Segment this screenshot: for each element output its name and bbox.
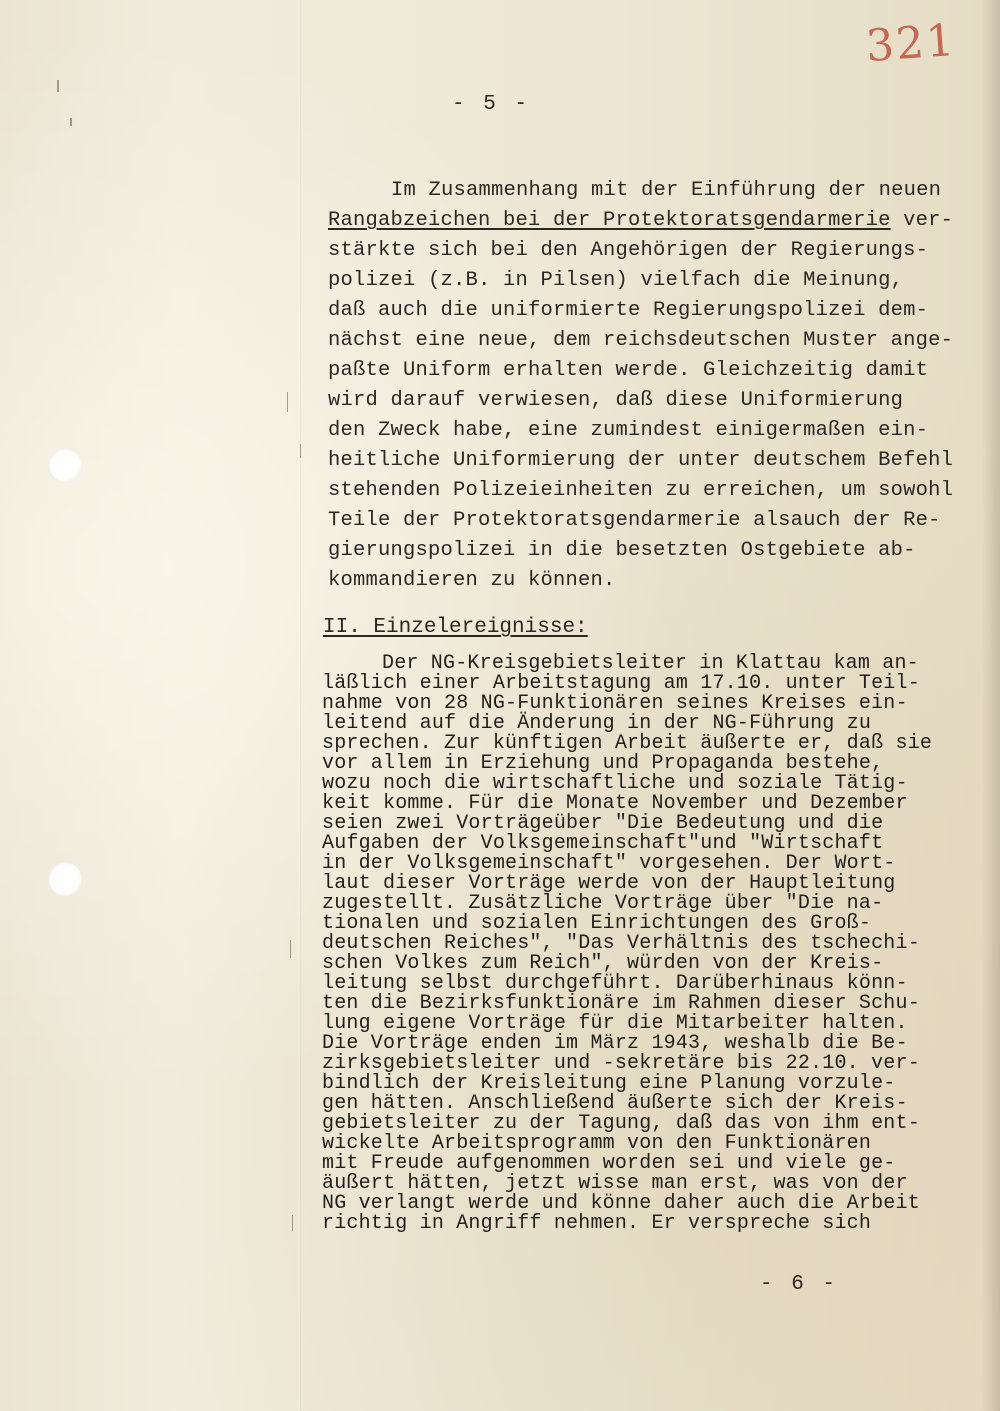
text-line: kommandieren zu können.	[328, 569, 616, 592]
text-line: gen hätten. Anschließend äußerte sich der Kreis-	[322, 1092, 908, 1115]
text-line: stärkte sich bei den Angehörigen der Regierungs-	[328, 239, 929, 262]
text-line: Aufgaben der Volksgemeinschaft"und "Wirtschaft	[322, 832, 884, 855]
text-line: nächst eine neue, dem reichsdeutschen Muster ange-	[328, 329, 954, 352]
text-line: lung eigene Vorträge für die Mitarbeiter halten.	[322, 1012, 908, 1035]
text-line: wozu noch die wirtschaftliche und soziale Tätig-	[322, 772, 908, 795]
text-line: nahme von 28 NG-Funktionären seines Kreises ein-	[322, 692, 908, 715]
margin-mark	[287, 392, 288, 412]
page-number-bottom: - 6 -	[760, 1273, 839, 1296]
text-line: daß auch die uniformierte Regierungspolizei dem-	[328, 299, 929, 322]
text-line: leitend auf die Änderung in der NG-Führung zu	[322, 712, 872, 735]
text-line: äußert hätten, jetzt wisse man erst, was von der	[322, 1172, 908, 1195]
underlined-phrase: Rangabzeichen bei der Protektoratsgendarmerie	[328, 209, 891, 232]
text-line: stehenden Polizeieinheiten zu erreichen, um sowohl	[328, 479, 954, 502]
text-line: schen Volkes zum Reich", würden von der Kreis-	[322, 952, 884, 975]
text-line: gebietsleiter zu der Tagung, daß das von ihm ent-	[322, 1112, 920, 1135]
text-line: mit Freude aufgenommen worden sei und viele ge-	[322, 1152, 896, 1175]
text-line: NG verlangt werde und könne daher auch die Arbeit	[322, 1192, 920, 1215]
margin-mark	[300, 444, 301, 458]
text-line: Die Vorträge enden im März 1943, weshalb die Be-	[322, 1032, 908, 1055]
punch-hole-lower	[48, 862, 82, 896]
text-line: zirksgebietsleiter und -sekretäre bis 22.10. ver-	[322, 1052, 920, 1075]
text-line: tionalen und sozialen Einrichtungen des Groß-	[322, 912, 872, 935]
text-line: zugestellt. Zusätzliche Vorträge über "Die na-	[322, 892, 884, 915]
page-number-top: - 5 -	[452, 93, 531, 116]
text-line: den Zweck habe, eine zumindest einigermaßen ein-	[328, 419, 929, 442]
text-line: Der NG-Kreisgebietsleiter in Klattau kam an-	[382, 652, 919, 675]
punch-hole-upper	[48, 448, 82, 482]
margin-mark	[292, 1215, 293, 1231]
text-line: wickelte Arbeitsprogramm von den Funktionären	[322, 1132, 872, 1155]
text-line: laut dieser Vorträge werde von der Hauptleitung	[322, 872, 896, 895]
section-heading: II. Einzelereignisse:	[323, 616, 588, 639]
text-line: richtig in Angriff nehmen. Er verspreche sich	[322, 1212, 872, 1235]
text-line: ten die Bezirksfunktionäre im Rahmen dieser Schu-	[322, 992, 920, 1015]
text-line: gierungspolizei in die besetzten Ostgebiete ab-	[328, 539, 916, 562]
folio-number: 321	[864, 14, 958, 73]
text-line: wird darauf verwiesen, daß diese Uniformierung	[328, 389, 904, 412]
page-edge-shadow	[982, 0, 1000, 1411]
text-line: Teile der Protektoratsgendarmerie alsauch der Re-	[328, 509, 941, 532]
margin-mark	[57, 80, 59, 92]
text-line: bindlich der Kreisleitung eine Planung vorzule-	[322, 1072, 896, 1095]
text-line: polizei (z.B. in Pilsen) vielfach die Meinung,	[328, 269, 904, 292]
text-line: seien zwei Vorträgeüber "Die Bedeutung und die	[322, 812, 884, 835]
text-line: läßlich einer Arbeitstagung am 17.10. unter Teil-	[322, 672, 920, 695]
text-line	[328, 209, 953, 232]
text-line: deutschen Reiches", "Das Verhältnis des tschechi-	[322, 932, 920, 955]
text-line: sprechen. Zur künftigen Arbeit äußerte er, daß sie	[322, 732, 933, 755]
page-crease	[300, 0, 301, 1411]
margin-mark	[70, 118, 72, 126]
text-line: leitung selbst durchgeführt. Darüberhinaus könn-	[322, 972, 908, 995]
text-line: paßte Uniform erhalten werde. Gleichzeitig damit	[328, 359, 929, 382]
margin-mark	[290, 940, 291, 958]
text-line: vor allem in Erziehung und Propaganda bestehe,	[322, 752, 884, 775]
text-line: keit komme. Für die Monate November und Dezember	[322, 792, 908, 815]
text-fragment: ver-	[890, 209, 954, 232]
text-line: in der Volksgemeinschaft" vorgesehen. Der Wort-	[322, 852, 896, 875]
text-line: heitliche Uniformierung der unter deutschem Befehl	[328, 449, 954, 472]
text-line: Im Zusammenhang mit der Einführung der neuen	[391, 179, 942, 202]
